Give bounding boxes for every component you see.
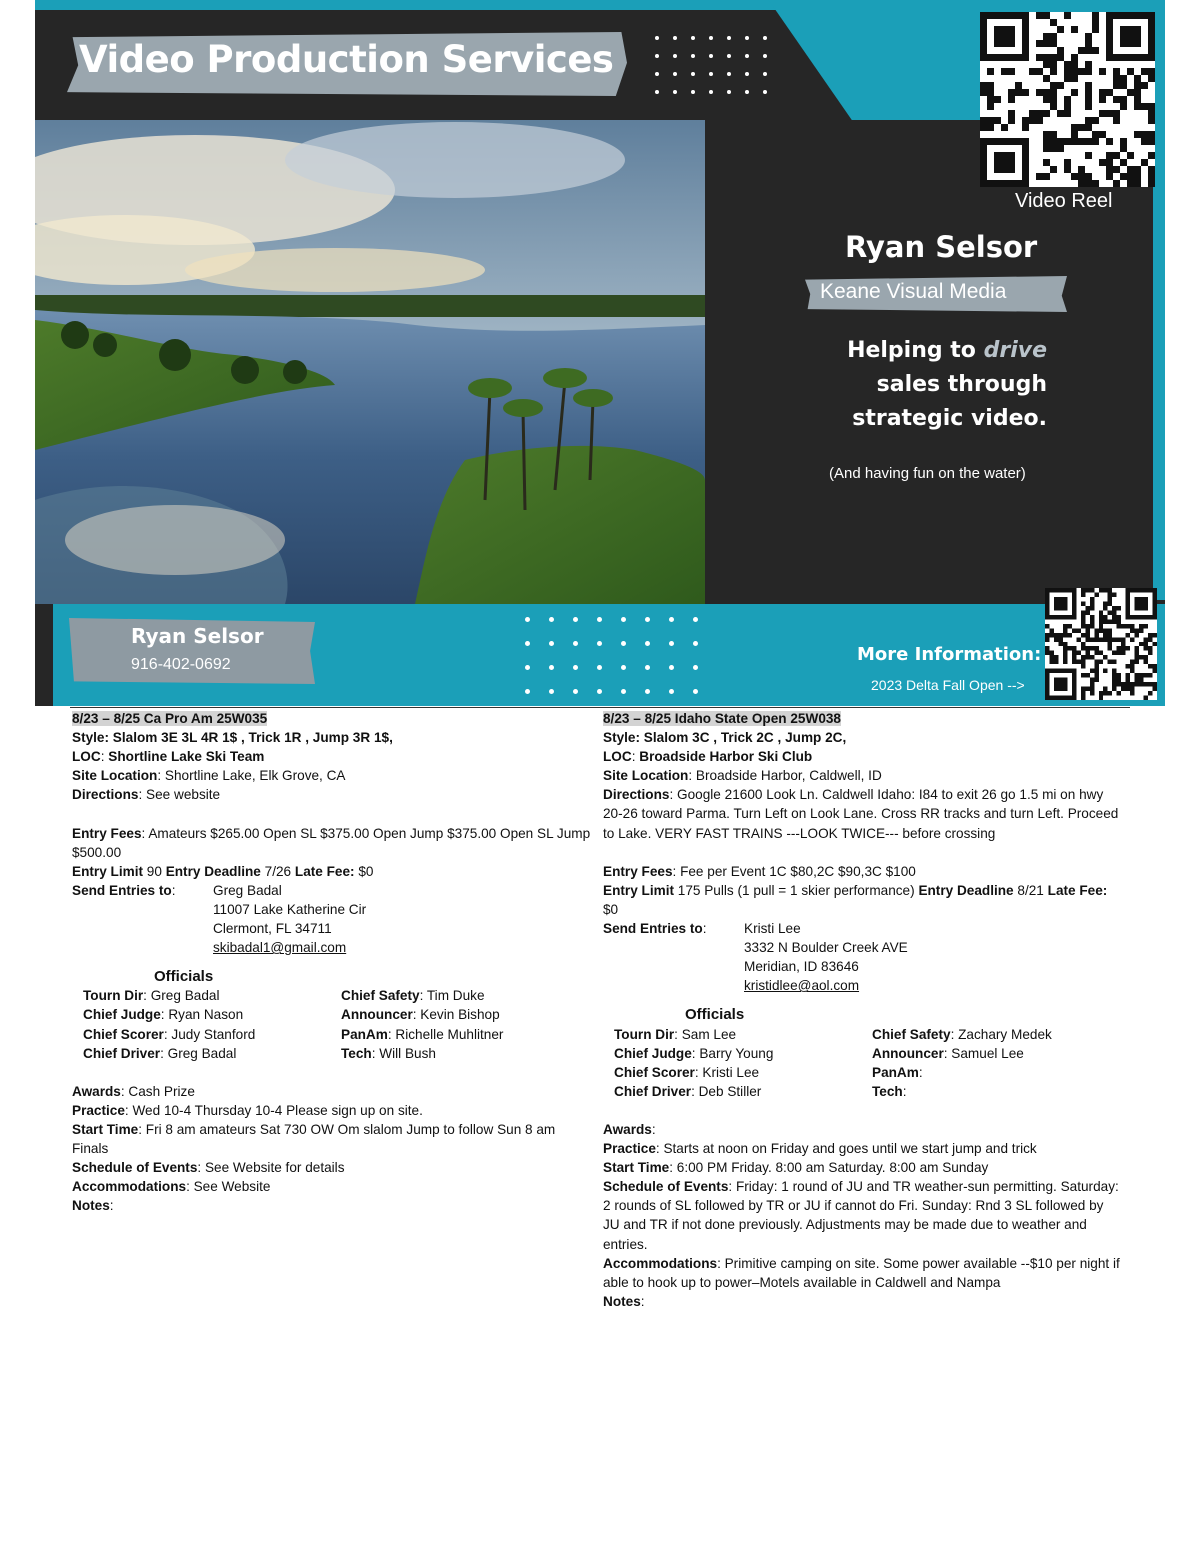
directions-value: : Google 21600 Look Ln. Caldwell Idaho: I84 to exit 26 go 1.5 mi on hwy 20-26 toward Parma. Turn Left on Look Lane. Cross RR tracks and turn Left. Proceed to Lake. VERY FAST TRAINS ---LOOK TWICE--- before crossing bbox=[603, 787, 1119, 841]
officials-heading: Officials bbox=[154, 968, 214, 986]
dot bbox=[621, 665, 626, 670]
site-label: Site Location bbox=[603, 768, 689, 784]
dot bbox=[655, 90, 659, 94]
practice-value: : Wed 10-4 Thursday 10-4 Please sign up on site. bbox=[124, 1102, 423, 1118]
directions-label: Directions bbox=[603, 787, 670, 803]
announcer: : Kevin Bishop bbox=[412, 1007, 500, 1023]
dot bbox=[549, 641, 554, 646]
send-email-link[interactable]: skibadal1@gmail.com bbox=[213, 940, 347, 956]
send-city: Clermont, FL 34711 bbox=[213, 921, 332, 937]
dot bbox=[673, 36, 677, 40]
entry-fees-value: : Amateurs $265.00 Open SL $375.00 Open Jump $375.00 Open SL Jump $500.00 bbox=[72, 825, 591, 860]
dot bbox=[673, 72, 677, 76]
dot bbox=[691, 54, 695, 58]
dot bbox=[745, 72, 749, 76]
dot bbox=[525, 617, 530, 622]
loc-value: Shortline Lake Ski Team bbox=[108, 749, 265, 765]
site-label: Site Location bbox=[72, 768, 158, 784]
contact-phone: 916-402-0692 bbox=[131, 656, 231, 673]
awards-value: : bbox=[651, 1121, 656, 1137]
notes-label: Notes bbox=[72, 1198, 110, 1214]
schedule-value: : Friday: 1 round of JU and TR weather-sun permitting. Saturday: 2 rounds of SL followed by TR or JU if cannot do Fri. Sunday: Rnd 3 SL followed by JU and TR if not done previously. Adjustments may be made due to weather and entries. bbox=[603, 1179, 1119, 1252]
practice-label: Practice bbox=[72, 1102, 125, 1118]
entry-fees-label: Entry Fees bbox=[72, 825, 142, 841]
deadline-label: Entry Deadline bbox=[918, 882, 1014, 898]
style-line: Style: Slalom 3E 3L 4R 1$ , Trick 1R , Jump 3R 1$, bbox=[72, 730, 393, 746]
entry-limit-value: 90 bbox=[143, 863, 166, 879]
send-email-link[interactable]: kristidlee@aol.com bbox=[744, 978, 860, 994]
loc-colon: : bbox=[100, 749, 109, 765]
video-production-ad bbox=[35, 0, 1165, 706]
late-fee-value: $0 bbox=[603, 901, 619, 917]
chief-judge: : Ryan Nason bbox=[160, 1007, 244, 1023]
dot bbox=[549, 689, 554, 694]
awards-value: : Cash Prize bbox=[120, 1083, 195, 1099]
start-time-value: : Fri 8 am amateurs Sat 730 OW Om slalom Jump to follow Sun 8 am Finals bbox=[72, 1121, 556, 1157]
chief-scorer: : Judy Stanford bbox=[163, 1026, 256, 1042]
send-entries bbox=[72, 881, 592, 957]
tech: : Will Bush bbox=[371, 1045, 436, 1061]
start-time-value: : 6:00 PM Friday. 8:00 am Saturday. 8:00 am Sunday bbox=[669, 1160, 989, 1176]
officials-list bbox=[72, 986, 592, 1062]
tagline-emphasis: drive bbox=[983, 338, 1047, 363]
dot-pattern bbox=[655, 36, 767, 94]
dot bbox=[763, 90, 767, 94]
directions-value: : See website bbox=[138, 787, 221, 803]
officials-list bbox=[603, 1025, 1123, 1101]
dot bbox=[727, 90, 731, 94]
send-entries bbox=[603, 919, 1123, 995]
schedule-value: : See Website for details bbox=[197, 1160, 345, 1176]
tech-label: Tech bbox=[341, 1045, 372, 1061]
send-colon: : bbox=[702, 921, 707, 937]
dot bbox=[645, 665, 650, 670]
dot bbox=[693, 665, 698, 670]
lake-photo bbox=[35, 120, 705, 604]
tourn-dir-label: Tourn Dir bbox=[614, 1026, 675, 1042]
chief-judge-label: Chief Judge bbox=[614, 1045, 692, 1061]
tech-label: Tech bbox=[872, 1083, 903, 1099]
accommodations-value: : See Website bbox=[186, 1179, 271, 1195]
dot bbox=[669, 641, 674, 646]
chief-scorer-label: Chief Scorer bbox=[83, 1026, 164, 1042]
dot bbox=[709, 72, 713, 76]
dot-pattern bbox=[525, 617, 698, 694]
announcer: : Samuel Lee bbox=[943, 1045, 1024, 1061]
late-fee-label: Late Fee: bbox=[294, 863, 355, 879]
send-entries-label: Send Entries to bbox=[72, 882, 172, 898]
dot bbox=[709, 54, 713, 58]
dot bbox=[727, 54, 731, 58]
chief-safety-label: Chief Safety bbox=[341, 988, 420, 1004]
loc-value: Broadside Harbor Ski Club bbox=[639, 749, 813, 765]
directions-label: Directions bbox=[72, 787, 139, 803]
late-fee-value: $0 bbox=[354, 863, 374, 879]
tagline-line-3: strategic video. bbox=[852, 406, 1047, 431]
entry-fees-label: Entry Fees bbox=[603, 863, 673, 879]
dot bbox=[669, 689, 674, 694]
send-name: Kristi Lee bbox=[744, 921, 801, 937]
loc-label: LOC bbox=[603, 749, 632, 765]
dot bbox=[693, 617, 698, 622]
chief-safety: : Tim Duke bbox=[419, 988, 485, 1004]
dot bbox=[745, 54, 749, 58]
video-reel-qr-code[interactable] bbox=[980, 12, 1155, 187]
dot bbox=[525, 689, 530, 694]
tournament-idaho-state-open bbox=[603, 709, 1123, 1311]
panam: : Richelle Muhlitner bbox=[387, 1026, 504, 1042]
dot bbox=[655, 36, 659, 40]
awards-label: Awards bbox=[603, 1121, 652, 1137]
dot bbox=[673, 54, 677, 58]
contact-name: Ryan Selsor bbox=[131, 624, 264, 648]
entry-fees-value: : Fee per Event 1C $80,2C $90,3C $100 bbox=[672, 863, 916, 879]
dot bbox=[745, 90, 749, 94]
dot bbox=[691, 90, 695, 94]
chief-driver-label: Chief Driver bbox=[83, 1045, 161, 1061]
dot bbox=[669, 665, 674, 670]
ad-headline: Video Production Services bbox=[79, 38, 614, 81]
dot bbox=[621, 641, 626, 646]
tagline-text: Helping to bbox=[847, 338, 984, 363]
dot bbox=[693, 641, 698, 646]
dot bbox=[549, 617, 554, 622]
dot bbox=[669, 617, 674, 622]
more-information-qr-code[interactable] bbox=[1045, 588, 1157, 700]
style-line: Style: Slalom 3C , Trick 2C , Jump 2C, bbox=[603, 730, 847, 746]
dot bbox=[549, 665, 554, 670]
fun-note: (And having fun on the water) bbox=[829, 465, 1026, 482]
chief-safety-label: Chief Safety bbox=[872, 1026, 951, 1042]
dot bbox=[709, 36, 713, 40]
chief-driver-label: Chief Driver bbox=[614, 1083, 692, 1099]
dot bbox=[709, 90, 713, 94]
site-value: : Shortline Lake, Elk Grove, CA bbox=[157, 768, 346, 784]
deadline-value: 8/21 bbox=[1013, 882, 1048, 898]
deadline-value: 7/26 bbox=[260, 863, 295, 879]
dot bbox=[763, 54, 767, 58]
send-street: 3332 N Boulder Creek AVE bbox=[744, 940, 908, 956]
panam: : bbox=[918, 1064, 923, 1080]
tourn-dir: : Greg Badal bbox=[143, 988, 220, 1004]
entry-limit-label: Entry Limit bbox=[603, 882, 674, 898]
dot bbox=[655, 72, 659, 76]
chief-judge-label: Chief Judge bbox=[83, 1007, 161, 1023]
dot bbox=[573, 641, 578, 646]
accommodations-label: Accommodations bbox=[72, 1179, 187, 1195]
dot bbox=[573, 665, 578, 670]
deadline-label: Entry Deadline bbox=[165, 863, 261, 879]
dot bbox=[693, 689, 698, 694]
dot bbox=[645, 689, 650, 694]
practice-value: : Starts at noon on Friday and goes until we start jump and trick bbox=[655, 1141, 1037, 1157]
notes-value: : bbox=[109, 1198, 114, 1214]
divider bbox=[70, 707, 1130, 708]
panam-label: PanAm bbox=[341, 1026, 388, 1042]
site-value: : Broadside Harbor, Caldwell, ID bbox=[688, 768, 882, 784]
dot bbox=[655, 54, 659, 58]
loc-label: LOC bbox=[72, 749, 101, 765]
dot bbox=[525, 665, 530, 670]
announcer-label: Announcer bbox=[341, 1007, 413, 1023]
accommodations-label: Accommodations bbox=[603, 1255, 718, 1271]
dot bbox=[597, 665, 602, 670]
dot bbox=[673, 90, 677, 94]
tournament-ca-pro-am bbox=[72, 709, 592, 1215]
dot bbox=[621, 617, 626, 622]
practice-label: Practice bbox=[603, 1141, 656, 1157]
late-fee-label: Late Fee: bbox=[1047, 882, 1108, 898]
start-time-label: Start Time bbox=[603, 1160, 670, 1176]
tagline bbox=[827, 334, 1047, 436]
dot bbox=[691, 72, 695, 76]
start-time-label: Start Time bbox=[72, 1121, 139, 1137]
dot bbox=[727, 72, 731, 76]
chief-scorer-label: Chief Scorer bbox=[614, 1064, 695, 1080]
dot bbox=[597, 689, 602, 694]
chief-safety: : Zachary Medek bbox=[950, 1026, 1052, 1042]
chief-driver: : Deb Stiller bbox=[691, 1083, 762, 1099]
dot bbox=[763, 36, 767, 40]
announcer-label: Announcer bbox=[872, 1045, 944, 1061]
send-city: Meridian, ID 83646 bbox=[744, 959, 859, 975]
awards-label: Awards bbox=[72, 1083, 121, 1099]
dot bbox=[691, 36, 695, 40]
dot bbox=[645, 617, 650, 622]
accommodations-value: : Primitive camping on site. Some power available --$10 per night if able to hook up to power–Motels available in Caldwell and Nampa bbox=[603, 1255, 1120, 1290]
tech: : bbox=[902, 1083, 907, 1099]
delta-fall-open-link[interactable]: 2023 Delta Fall Open --> bbox=[871, 677, 1025, 693]
entry-limit-value: 175 Pulls (1 pull = 1 skier performance) bbox=[674, 882, 919, 898]
panam-label: PanAm bbox=[872, 1064, 919, 1080]
dot bbox=[597, 617, 602, 622]
dot bbox=[525, 641, 530, 646]
dot bbox=[597, 641, 602, 646]
dot bbox=[727, 36, 731, 40]
company-name: Keane Visual Media bbox=[820, 280, 1007, 303]
dot bbox=[763, 72, 767, 76]
dot bbox=[621, 689, 626, 694]
more-information-label: More Information: bbox=[857, 644, 1042, 665]
tournament-title: 8/23 – 8/25 Ca Pro Am 25W035 bbox=[72, 711, 268, 726]
dot bbox=[573, 689, 578, 694]
send-colon: : bbox=[171, 882, 176, 898]
video-reel-label: Video Reel bbox=[1015, 190, 1113, 212]
notes-label: Notes bbox=[603, 1293, 641, 1309]
tourn-dir: : Sam Lee bbox=[674, 1026, 737, 1042]
brand-name: Ryan Selsor bbox=[845, 230, 1038, 264]
officials-heading: Officials bbox=[685, 1006, 745, 1024]
dot bbox=[573, 617, 578, 622]
dot bbox=[645, 641, 650, 646]
tagline-line-2: sales through bbox=[876, 372, 1047, 397]
dot bbox=[745, 36, 749, 40]
chief-scorer: : Kristi Lee bbox=[694, 1064, 760, 1080]
schedule-label: Schedule of Events bbox=[72, 1160, 198, 1176]
entry-limit-label: Entry Limit bbox=[72, 863, 143, 879]
chief-driver: : Greg Badal bbox=[160, 1045, 237, 1061]
send-street: 11007 Lake Katherine Cir bbox=[213, 901, 367, 917]
chief-judge: : Barry Young bbox=[691, 1045, 774, 1061]
schedule-label: Schedule of Events bbox=[603, 1179, 729, 1195]
send-name: Greg Badal bbox=[213, 882, 282, 898]
send-entries-label: Send Entries to bbox=[603, 921, 703, 937]
loc-colon: : bbox=[631, 749, 640, 765]
notes-value: : bbox=[640, 1293, 645, 1309]
tourn-dir-label: Tourn Dir bbox=[83, 988, 144, 1004]
tournament-title: 8/23 – 8/25 Idaho State Open 25W038 bbox=[603, 711, 841, 726]
